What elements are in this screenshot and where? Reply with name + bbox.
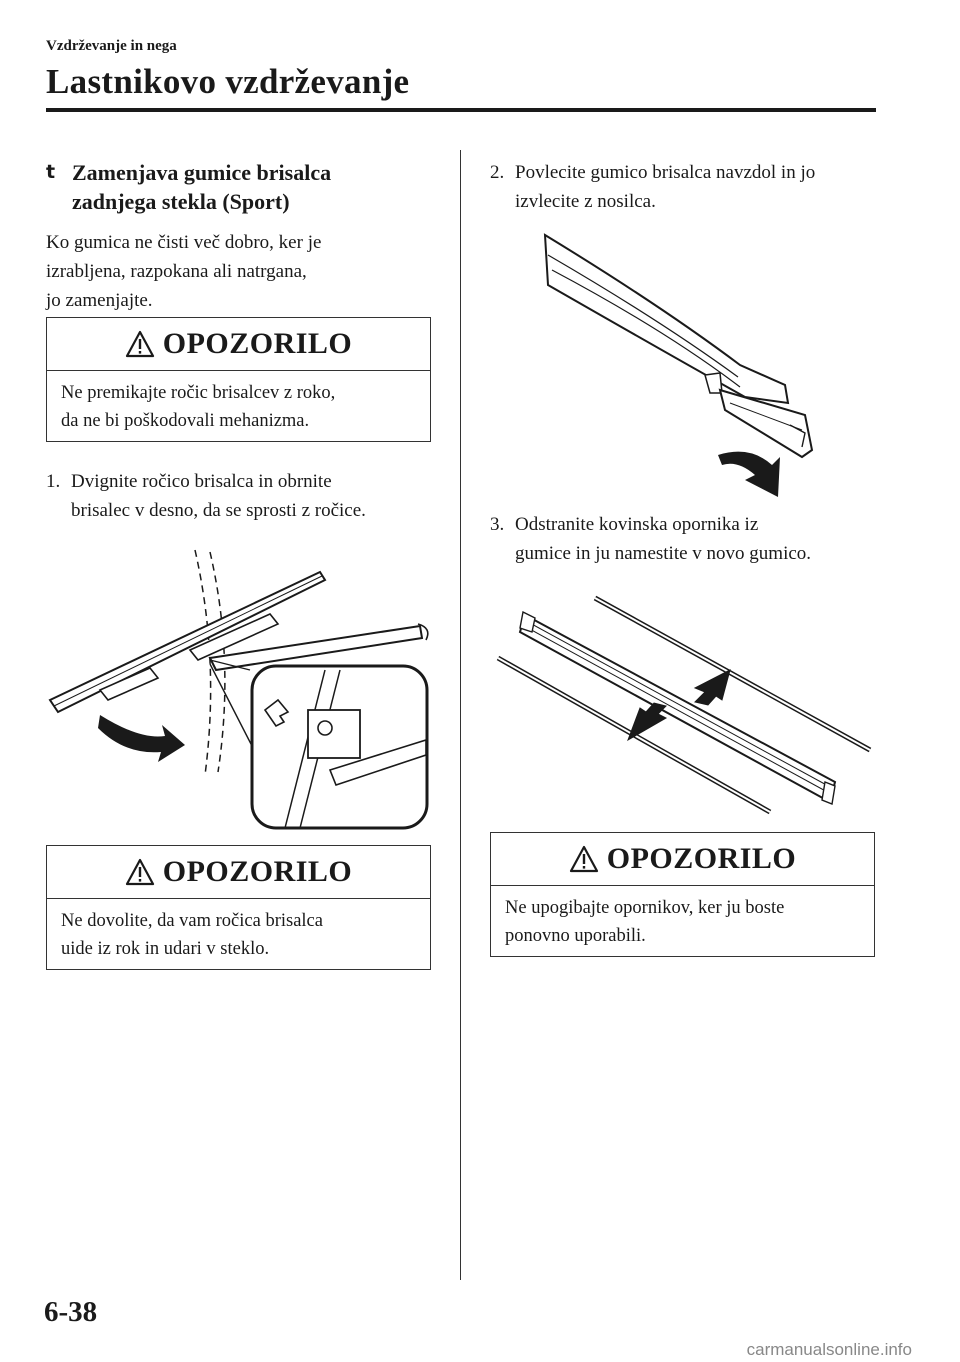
arrow-icon: [628, 703, 666, 740]
step-number: 2.: [490, 162, 505, 183]
step-line: gumice in ju namestite v novo gumico.: [515, 543, 812, 564]
wiper-release-illustration: [40, 540, 440, 840]
warning-body: [47, 899, 430, 963]
section-title-line2: zadnjega stekla (Sport): [72, 189, 290, 214]
warning-title: OPOZORILO: [162, 855, 353, 888]
step-line: Povlecite gumico brisalca navzdol in jo: [515, 162, 816, 183]
warning-header: [47, 318, 430, 371]
warning-body: [491, 886, 874, 950]
arrow-icon: [695, 670, 730, 705]
page-title: Lastnikovo vzdrževanje: [46, 62, 410, 101]
warning-line: Ne premikajte ročic brisalcev z roko,: [61, 383, 336, 403]
warning-box-3: [490, 832, 875, 957]
warning-title: OPOZORILO: [162, 327, 353, 360]
warning-box-1: [46, 317, 431, 442]
section-heading: [46, 158, 446, 216]
warning-header: [47, 846, 430, 899]
rubber-pull-illustration: [540, 225, 840, 515]
curved-arrow-icon: [98, 715, 185, 762]
curved-arrow-icon: [718, 452, 780, 497]
breadcrumb: Vzdrževanje in nega: [46, 38, 177, 54]
section-bullet-icon: t: [46, 161, 56, 183]
column-divider: [460, 150, 461, 1280]
warning-triangle-icon: [125, 858, 155, 886]
warning-box-2: [46, 845, 431, 970]
intro-line: jo zamenjajte.: [46, 290, 153, 311]
warning-title: OPOZORILO: [606, 842, 797, 875]
warning-triangle-icon: [569, 845, 599, 873]
step-3: [490, 510, 890, 568]
title-rule: [46, 108, 876, 112]
intro-line: izrabljena, razpokana ali natrgana,: [46, 261, 307, 282]
warning-line: da ne bi poškodovali mehanizma.: [61, 411, 310, 431]
page-number: 6-38: [44, 1296, 98, 1328]
step-2: [490, 158, 890, 216]
step-line: Dvignite ročico brisalca in obrnite: [71, 471, 332, 492]
warning-line: Ne upogibajte opornikov, ker ju boste: [505, 898, 785, 918]
section-title-line1: Zamenjava gumice brisalca: [72, 160, 332, 185]
step-line: brisalec v desno, da se sprosti z ročice.: [71, 500, 366, 521]
step-number: 3.: [490, 514, 505, 535]
step-line: izvlecite z nosilca.: [515, 191, 656, 212]
step-line: Odstranite kovinska opornika iz: [515, 514, 759, 535]
intro-paragraph: [46, 228, 446, 315]
warning-line: ponovno uporabili.: [505, 926, 646, 946]
warning-line: Ne dovolite, da vam ročica brisalca: [61, 911, 323, 931]
warning-header: [491, 833, 874, 886]
step-1: [46, 467, 446, 525]
support-strips-illustration: [490, 590, 880, 820]
warning-body: [47, 371, 430, 435]
intro-line: Ko gumica ne čisti več dobro, ker je: [46, 232, 322, 253]
warning-line: uide iz rok in udari v steklo.: [61, 939, 270, 959]
step-number: 1.: [46, 471, 61, 492]
watermark: carmanualsonline.info: [746, 1340, 912, 1359]
warning-triangle-icon: [125, 330, 155, 358]
